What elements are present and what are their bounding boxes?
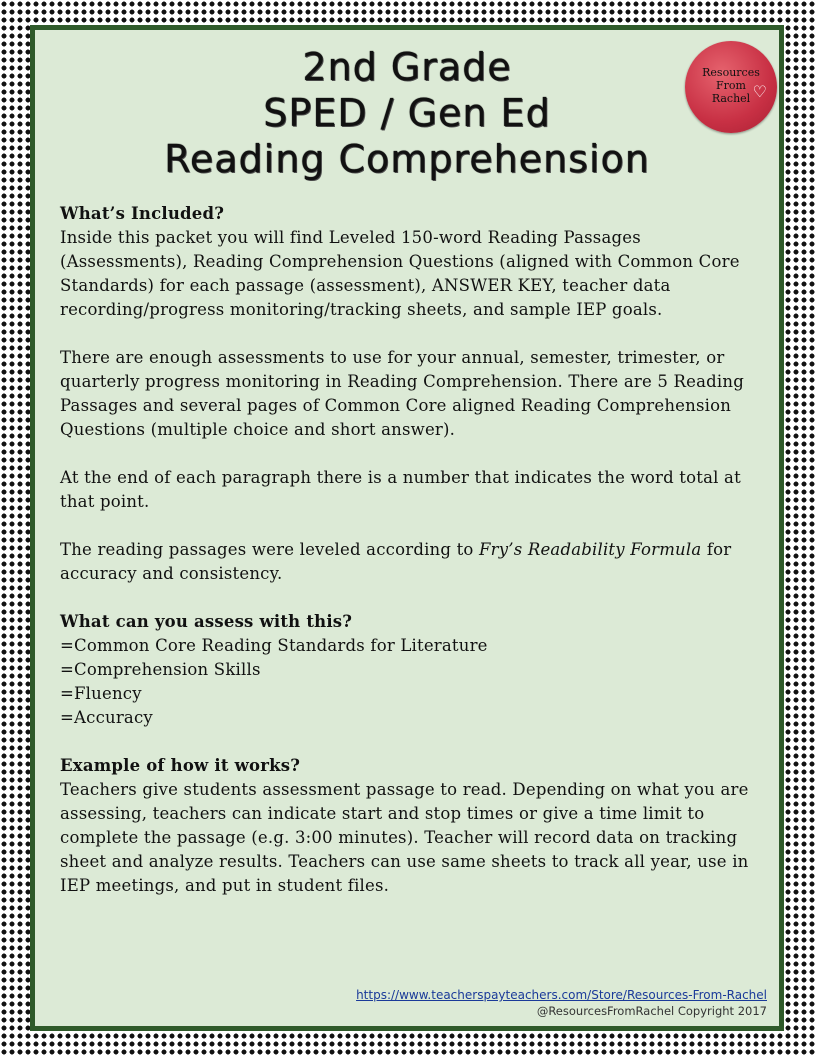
included-paragraph-3: At the end of each paragraph there is a number that indicates the word total at that point. [60, 468, 741, 511]
example-paragraph: Teachers give students assessment passage to read. Depending on what you are assessing, teachers can indicate start and stop times or give a time limit to complete the passage (e.g. 3:00 minutes). Teacher will record data on tracking sheet and analyze results. Teachers can use same sheets to track all year, use in IEP meetings, and put in student files. [60, 780, 749, 895]
assess-item: =Comprehension Skills [60, 660, 261, 679]
included-heading: What’s Included? [60, 204, 225, 223]
logo-line-1: Resources [702, 66, 760, 79]
title-line-grade: 2nd Grade [302, 45, 512, 89]
para4-post: for accuracy and consistency. [60, 540, 732, 583]
title-line-program: SPED / Gen Ed [263, 91, 551, 135]
title-line-subject: Reading Comprehension [164, 137, 650, 181]
brand-logo [685, 41, 777, 133]
logo-line-3: Rachel [711, 92, 751, 105]
description-body [60, 202, 760, 898]
assess-heading: What can you assess with this? [60, 612, 353, 631]
store-link[interactable]: https://www.teacherspayteachers.com/Store/Resources-From-Rachel [356, 988, 767, 1002]
included-paragraph-4 [60, 538, 760, 586]
heart-icon: ♡ [752, 82, 767, 101]
copyright-text: @ResourcesFromRachel Copyright 2017 [536, 1004, 767, 1018]
example-heading: Example of how it works? [60, 756, 301, 775]
page-frame [30, 25, 784, 1031]
page-title [35, 44, 779, 182]
included-paragraph-1: Inside this packet you will find Leveled 150-word Reading Passages (Assessments), Reading Comprehension Questions (aligned with Common Core Standards) for each passage (assessment), ANSWER KEY, teacher data recording/progress monitoring/tracking sheets, and sample IEP goals. [60, 228, 740, 319]
para4-pre: The reading passages were leveled according to [60, 540, 479, 559]
assess-item: =Common Core Reading Standards for Literature [60, 636, 488, 655]
footer [356, 987, 767, 1019]
included-paragraph-2: There are enough assessments to use for your annual, semester, trimester, or quarterly progress monitoring in Reading Comprehension. There are 5 Reading Passages and several pages of Common Core aligned Reading Comprehension Questions (multiple choice and short answer). [60, 348, 744, 439]
formula-name: Fry’s Readability Formula [479, 540, 702, 559]
assess-item: =Fluency [60, 684, 142, 703]
assess-item: =Accuracy [60, 708, 153, 727]
logo-line-2: From [716, 79, 746, 92]
